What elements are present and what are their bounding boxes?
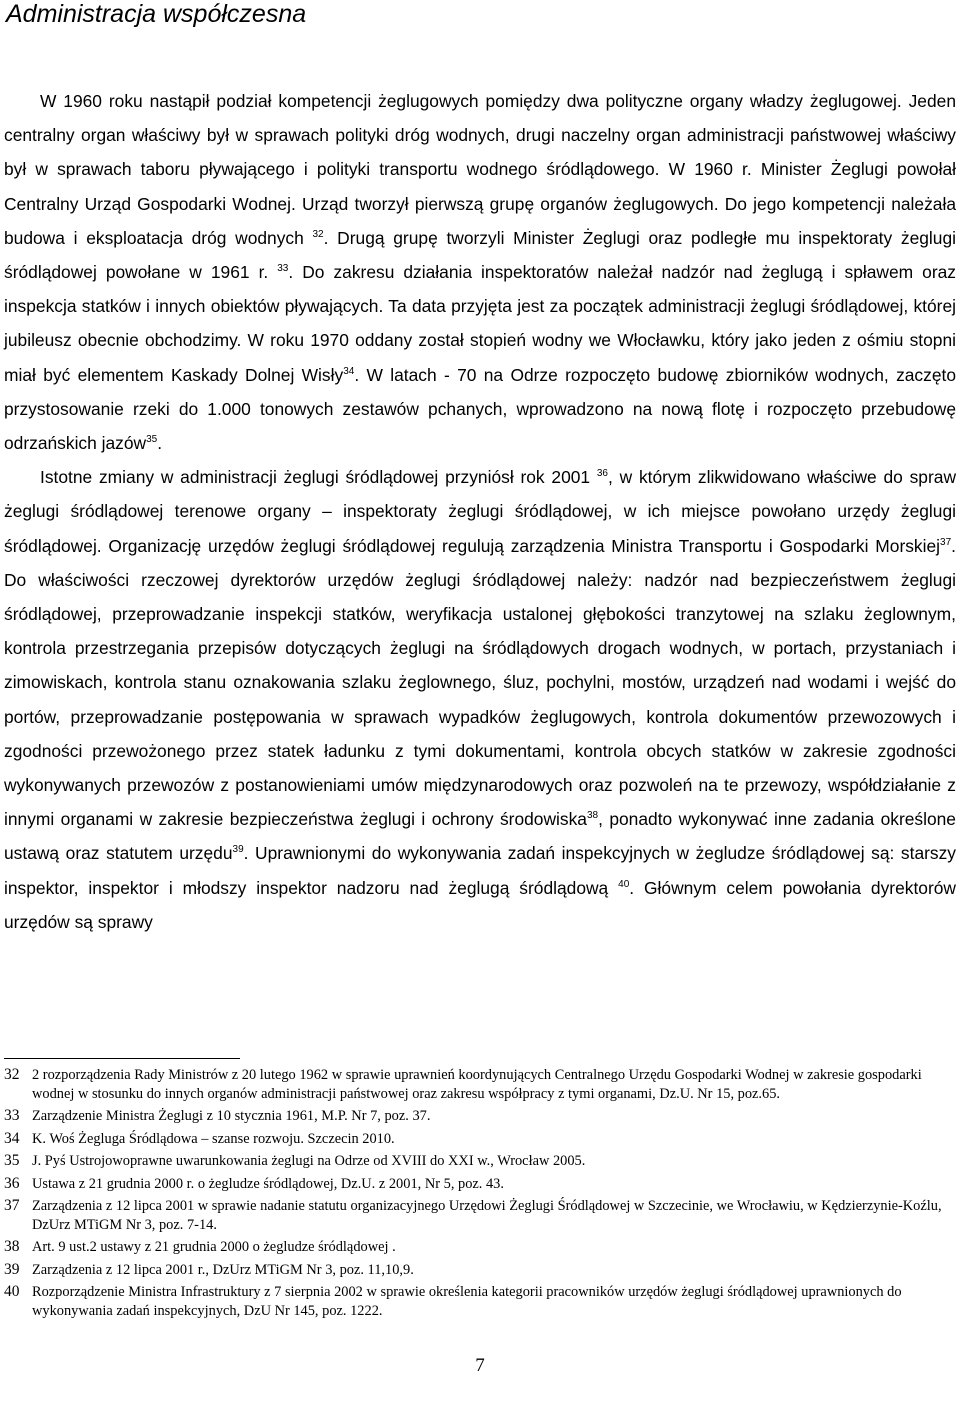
page-number: 7 (475, 1355, 485, 1376)
footnote-text: Zarządzenie Ministra Żeglugi z 10 stycznia 1961, M.P. Nr 7, poz. 37. (32, 1108, 431, 1124)
footnote-item (4, 1238, 956, 1257)
footnote-text: Rozporządzenie Ministra Infrastruktury z 7 sierpnia 2002 w sprawie określenia kategorii pracowników urzędów żeglugi śródlądowej uprawnionych do wykonywania zadań inspekcyjnych, DzU Nr 145, poz. 1222. (32, 1284, 902, 1319)
footnote-item (4, 1197, 956, 1234)
footnote-item (4, 1283, 956, 1320)
footnote-number: 40 (4, 1283, 20, 1300)
paragraph-2-text-6: . Głównym celem powołania dyrektorów urzędów są sprawy (4, 877, 956, 932)
footnote-ref-38: 38 (586, 810, 599, 822)
footnote-ref-39: 39 (232, 844, 244, 856)
footnote-ref-36: 36 (596, 468, 608, 480)
footnote-text: Ustawa z 21 grudnia 2000 r. o żegludze śródlądowej, Dz.U. z 2001, Nr 5, poz. 43. (32, 1175, 504, 1192)
paragraph-1-text-3: . Do zakresu działania inspektoratów należał nadzór nad żeglugą i spławem oraz inspekcja statków i innych obiektów pływających. Ta data przyjęta jest za początek administracji żeglugi śródlądowej, której jubileusz obecnie obchodzimy. W roku 1970 oddany został stopień wodny we Włocławku, który jako jeden z ośmiu stopni miał być elementem Kaskady Dolnej Wisły (4, 262, 956, 385)
section-heading: Administracja współczesna (6, 0, 307, 28)
footnote-ref-34: 34 (343, 365, 355, 377)
footnote-item (4, 1107, 956, 1126)
footnote-number: 34 (4, 1129, 20, 1147)
paragraph-2 (4, 460, 956, 939)
footnote-number: 38 (4, 1238, 20, 1255)
footnote-item (4, 1152, 956, 1171)
paragraph-1-text-5: . (157, 433, 163, 454)
footnote-item (4, 1261, 956, 1280)
footnote-item (4, 1066, 956, 1103)
paragraph-2-text-3: . Do właściwości rzeczowej dyrektorów urzędów żeglugi śródlądowej należy: nadzór nad bezpieczeństwem żeglugi śródlądowej, przeprowadzanie inspekcji statków, weryfikacja ustalonej głębokości tranzytowej na szlaku żeglownym, kontrola przestrzegania przepisów dotyczących żeglugi na śródlądowych drogach wodnych, w portach, przystaniach i zimowiskach, kontrola stanu oznakowania szlaku żeglownego, śluz, pochylni, mostów, urządzeń nad wodami i wejść do portów, przeprowadzanie postępowania w sprawach wypadków żeglugowych, kontrola dokumentów przewozowych i zgodności przewożonego przez statek ładunku z tymi dokumentami, kontrola obcych statków w zakresie zgodności wykonywanych przewozów z postanowieniami umów międzynarodowych oraz pozwoleń na te przewozy, współdziałanie z innymi organami w zakresie bezpieczeństwa żeglugi i ochrony środowiska (4, 535, 956, 830)
footnote-number: 36 (4, 1174, 20, 1192)
footnote-text: Zarządzenia z 12 lipca 2001 w sprawie nadanie statutu organizacyjnego Urzędowi Żeglugi Śródlądowej w Szczecinie, we Wrocławiu, w Kędzierzynie-Koźlu, DzUrz MTiGM Nr 3, poz. 7-14. (32, 1198, 942, 1233)
footnote-number: 39 (4, 1260, 20, 1278)
paragraph-2-text-1: Istotne zmiany w administracji żeglugi śródlądowej przyniósł rok 2001 (40, 467, 597, 488)
footnote-text: K. Woś Żegluga Śródlądowa – szanse rozwoju. Szczecin 2010. (32, 1130, 395, 1147)
paragraph-2-text-4: , ponadto wykonywać inne zadania określone ustawą oraz statutem urzędu (4, 809, 956, 864)
body-text (4, 84, 956, 939)
footnotes (4, 1066, 956, 1324)
footnote-number: 35 (4, 1152, 20, 1169)
footnote-ref-37: 37 (940, 536, 952, 548)
footnote-number: 32 (4, 1066, 20, 1083)
footnote-text: Art. 9 ust.2 ustawy z 21 grudnia 2000 o żegludze śródlądowej . (32, 1239, 396, 1255)
paragraph-1-text-1: W 1960 roku nastąpił podział kompetencji żeglugowych pomiędzy dwa polityczne organy władzy żeglugowej. Jeden centralny organ właściwy był w sprawach polityki dróg wodnych, drugi naczelny organ administracji państwowej właściwy był w sprawach taboru pływającego i polityki transportu wodnego śródlądowego. W 1960 r. Minister Żeglugi powołał Centralny Urząd Gospodarki Wodnej. Urząd tworzył pierwszą grupę organów żeglugowych. Do jego kompetencji należała budowa i eksploatacja dróg wodnych (4, 91, 956, 248)
paragraph-2-text-2: , w którym zlikwidowano właściwe do spraw żeglugi śródlądowej terenowe organy – inspektoraty żeglugi śródlądowej, w ich miejsce powołano urzędy żeglugi śródlądowej. Organizację urzędów żeglugi śródlądowej regulują zarządzenia Ministra Transportu i Gospodarki Morskiej (4, 467, 956, 556)
footnote-item (4, 1130, 956, 1149)
footnote-text: J. Pyś Ustrojowoprawne uwarunkowania żeglugi na Odrze od XVIII do XXI w., Wrocław 2005. (32, 1153, 586, 1169)
footnote-text: Zarządzenia z 12 lipca 2001 r., DzUrz MTiGM Nr 3, poz. 11,10,9. (32, 1261, 414, 1278)
footnote-number: 33 (4, 1107, 20, 1124)
footnote-ref-33: 33 (277, 263, 289, 275)
paragraph-1-text-2: . Drugą grupę tworzyli Minister Żeglugi oraz podległe mu inspektoraty żeglugi śródlądowej powołane w 1961 r. (4, 227, 956, 283)
footnote-text: 2 rozporządzenia Rady Ministrów z 20 lutego 1962 w sprawie uprawnień koordynujących Centralnego Urzędu Gospodarki Wodnej w zakresie gospodarki wodnej w stosunku do innych organów administracji państwowej oraz zakresu współpracy z tymi organami, Dz.U. Nr 15, poz.65. (32, 1067, 922, 1102)
footnote-ref-35: 35 (146, 434, 158, 446)
footnote-item (4, 1175, 956, 1194)
footnote-ref-32: 32 (312, 228, 324, 240)
footnote-ref-40: 40 (618, 878, 630, 890)
paragraph-1-text-4: . W latach - 70 na Odrze rozpoczęto budowę zbiorników wodnych, zaczęto przystosowanie rzeki do 1.000 tonowych zestawów pchanych, wprowadzono na nową flotę i rozpoczęto przebudowę odrzańskich jazów (4, 364, 957, 454)
footnote-number: 37 (4, 1197, 20, 1214)
paragraph-2-text-5: . Uprawnionymi do wykonywania zadań inspekcyjnych w żegludze śródlądowej są: starszy inspektor, inspektor i młodszy inspektor nadzoru nad żeglugą śródlądową (4, 843, 956, 898)
paragraph-1 (4, 84, 956, 460)
footnote-separator (4, 1058, 240, 1059)
